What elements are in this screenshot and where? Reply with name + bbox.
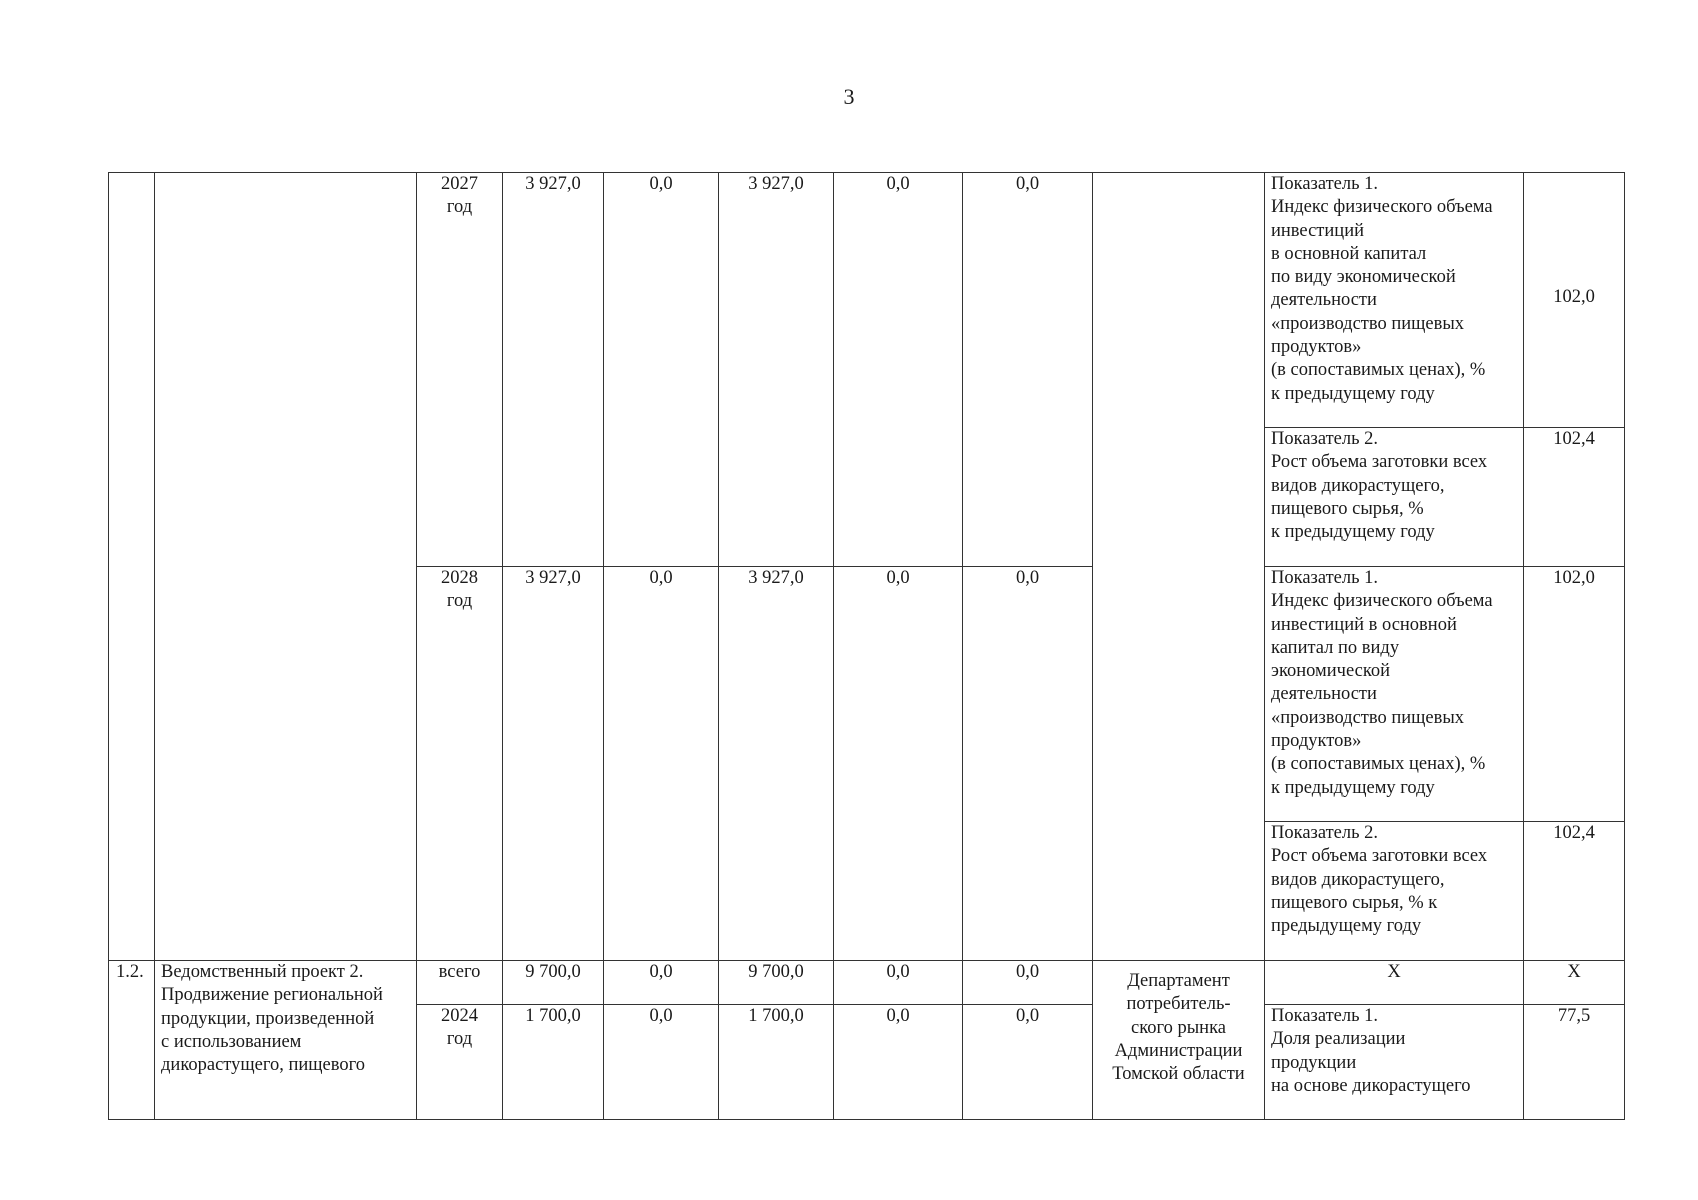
value-cell: 3 927,0 [719, 567, 834, 961]
indicator-value-cell: 102,4 [1524, 822, 1625, 961]
value-cell: 0,0 [963, 567, 1093, 961]
year-cell-2027: 2027 год [417, 173, 503, 567]
indicator-cell: Показатель 1. Индекс физического объема инвестиций в основной капитал по виду экономической деятельности «производство пищевых продуктов» (в сопоставимых ценах), % к предыдущему году [1265, 567, 1524, 822]
value-cell: 0,0 [834, 173, 963, 567]
value-cell: 0,0 [834, 1005, 963, 1120]
total-cell: 9 700,0 [503, 961, 604, 1005]
value-cell: 0,0 [604, 961, 719, 1005]
page-number: 3 [843, 84, 855, 109]
name-cell-empty [155, 173, 417, 961]
value-cell: 0,0 [604, 567, 719, 961]
value-cell: 3 927,0 [719, 173, 834, 567]
indicator-value-cell: 77,5 [1524, 1005, 1625, 1120]
responsible-cell-empty [1093, 173, 1265, 961]
indicator-cell: Показатель 2. Рост объема заготовки всех видов дикорастущего, пищевого сырья, % к предыдущему году [1265, 822, 1524, 961]
responsible-cell: Департамент потребитель- ского рынка Администрации Томской области [1093, 961, 1265, 1120]
table-row [109, 173, 1625, 428]
indicator-cell: Показатель 1. Индекс физического объема инвестиций в основной капитал по виду экономической деятельности «производство пищевых продуктов» (в сопоставимых ценах), % к предыдущему году [1265, 173, 1524, 428]
value-cell: 0,0 [963, 1005, 1093, 1120]
value-cell: 0,0 [604, 1005, 719, 1120]
value-cell: 1 700,0 [719, 1005, 834, 1120]
value-cell: 9 700,0 [719, 961, 834, 1005]
number-cell-empty [109, 173, 155, 961]
year-cell-total: всего [417, 961, 503, 1005]
indicator-cell: Показатель 2. Рост объема заготовки всех видов дикорастущего, пищевого сырья, % к предыдущему году [1265, 428, 1524, 567]
year-cell-2024: 2024 год [417, 1005, 503, 1120]
total-cell: 1 700,0 [503, 1005, 604, 1120]
value-cell: 0,0 [604, 173, 719, 567]
indicator-cell: Х [1265, 961, 1524, 1005]
table-row [109, 961, 1625, 1005]
value-cell: 0,0 [963, 173, 1093, 567]
indicator-value-cell: 102,4 [1524, 428, 1625, 567]
year-cell-2028: 2028 год [417, 567, 503, 961]
value-cell: 0,0 [963, 961, 1093, 1005]
indicator-value-cell: 102,0 [1524, 567, 1625, 822]
project-name-cell: Ведомственный проект 2. Продвижение региональной продукции, произведенной с использованием дикорастущего, пищевого [155, 961, 417, 1120]
indicator-value-cell: 102,0 [1524, 173, 1625, 428]
indicator-cell: Показатель 1. Доля реализации продукции на основе дикорастущего [1265, 1005, 1524, 1120]
indicator-value-cell: Х [1524, 961, 1625, 1005]
total-cell: 3 927,0 [503, 567, 604, 961]
total-cell: 3 927,0 [503, 173, 604, 567]
value-cell: 0,0 [834, 961, 963, 1005]
project-number-cell: 1.2. [109, 961, 155, 1120]
value-cell: 0,0 [834, 567, 963, 961]
budget-table [108, 172, 1625, 1120]
